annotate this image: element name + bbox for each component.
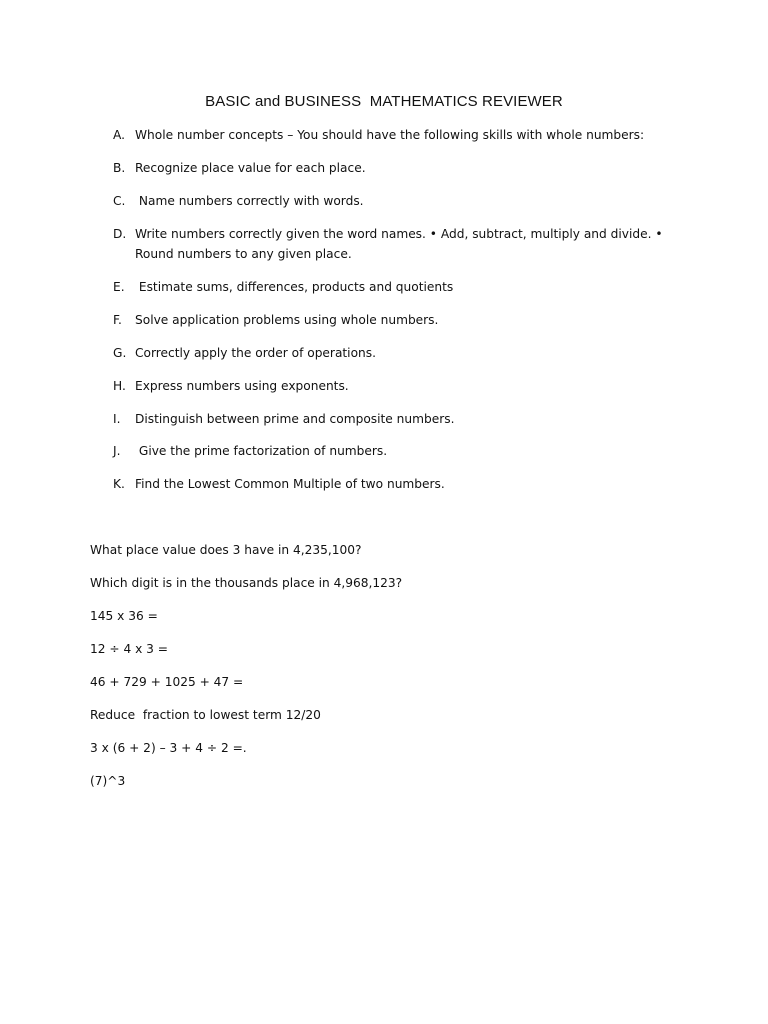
- outline-text: Solve application problems using whole numbers.: [135, 313, 439, 327]
- outline-letter: C.: [113, 194, 126, 208]
- outline-letter: A.: [113, 128, 125, 142]
- outline-item-g: [113, 343, 673, 363]
- outline-text: Express numbers using exponents.: [135, 379, 349, 393]
- outline-letter: E.: [113, 280, 125, 294]
- question-line: 46 + 729 + 1025 + 47 =: [90, 675, 244, 689]
- outline-text: Write numbers correctly given the word names. • Add, subtract, multiply and divide. • Round numbers to any given place.: [135, 227, 667, 261]
- outline-letter: H.: [113, 379, 126, 393]
- question-line: 145 x 36 =: [90, 609, 158, 623]
- outline-text: Name numbers correctly with words.: [135, 194, 364, 208]
- outline-text: Find the Lowest Common Multiple of two numbers.: [135, 477, 445, 491]
- question-line: 3 x (6 + 2) – 3 + 4 ÷ 2 =.: [90, 741, 247, 755]
- outline-item-a: [113, 125, 673, 145]
- question-line: Which digit is in the thousands place in 4,968,123?: [90, 576, 403, 590]
- outline-letter: F.: [113, 313, 122, 327]
- outline-text: Recognize place value for each place.: [135, 161, 366, 175]
- outline-item-k: [113, 474, 673, 494]
- outline-letter: D.: [113, 227, 127, 241]
- outline-letter: I.: [113, 412, 121, 426]
- outline-item-d: [113, 224, 673, 264]
- outline-item-j: [113, 441, 673, 461]
- question-line: 12 ÷ 4 x 3 =: [90, 642, 169, 656]
- outline-item-f: [113, 310, 673, 330]
- outline-item-e: [113, 277, 673, 297]
- outline-item-c: [113, 191, 673, 211]
- outline-text: Whole number concepts – You should have the following skills with whole numbers:: [135, 128, 645, 142]
- outline-text: Give the prime factorization of numbers.: [135, 444, 388, 458]
- outline-letter: G.: [113, 346, 127, 360]
- outline-letter: K.: [113, 477, 125, 491]
- question-line: Reduce fraction to lowest term 12/20: [90, 708, 321, 722]
- question-line: (7)^3: [90, 774, 126, 788]
- outline-text: Estimate sums, differences, products and quotients: [135, 280, 454, 294]
- outline-letter: B.: [113, 161, 126, 175]
- outline-text: Correctly apply the order of operations.: [135, 346, 376, 360]
- outline-letter: J.: [113, 444, 121, 458]
- document-title: BASIC and BUSINESS MATHEMATICS REVIEWER: [205, 93, 563, 110]
- outline-item-b: [113, 158, 673, 178]
- question-line: What place value does 3 have in 4,235,100?: [90, 543, 362, 557]
- outline-item-h: [113, 376, 673, 396]
- outline-text: Distinguish between prime and composite numbers.: [135, 412, 455, 426]
- outline-item-i: [113, 409, 673, 429]
